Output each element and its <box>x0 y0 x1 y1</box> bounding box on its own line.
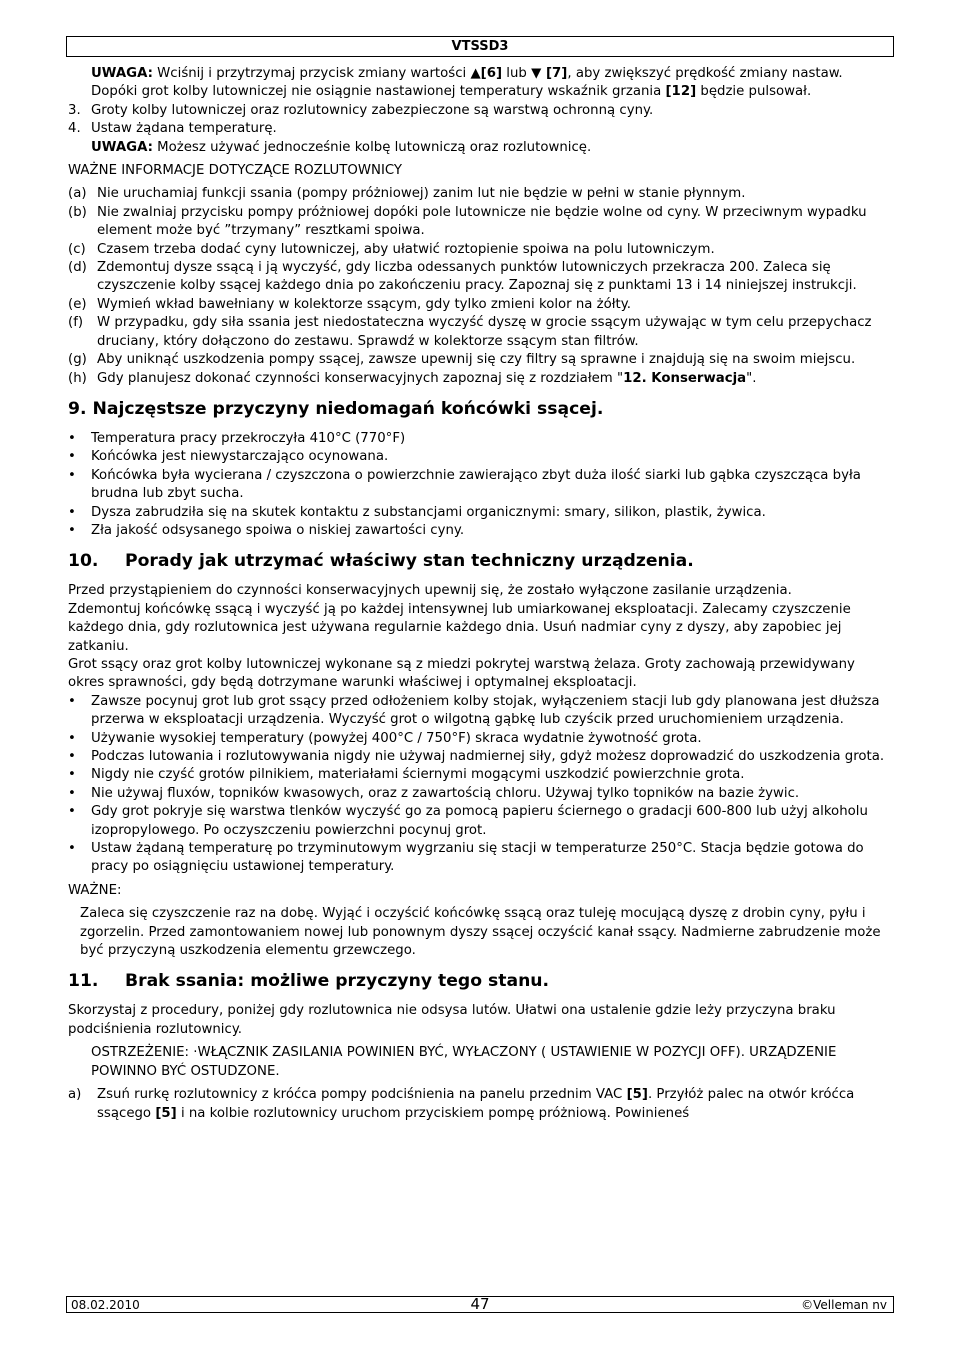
important-text: Zaleca się czyszczenie raz na dobę. Wyjąć i oczyścić końcówkę ssącą oraz tuleję mocującą dyszę z drobin cyny, pyłu i zgorzelin. Przed zamontowaniem nowej lub ponownym dyszy ssącej oczyścić kanał ssący. Nadmierne zabrudzenie może być przyczyną uszkodzenia elementu grzewczego. <box>80 906 881 959</box>
important-label: WAŻNE: <box>68 882 122 898</box>
list-item: • Ustaw żądaną temperaturę po trzyminutowym wygrzaniu się stacji w temperaturze 250°C. Stacja będzie gotowa do pracy po osiągnięciu ustawionej temperatury. <box>68 840 888 877</box>
paragraph: Przed przystąpieniem do czynności konserwacyjnych upewnij się, że zostało wyłączone zasilanie urządzenia. <box>68 583 792 599</box>
list-item: (f) W przypadku, gdy siła ssania jest niedostateczna wyczyść dyszę w grocie ssącym używając w tym celu przepychacz druciany, który dołączono do zestawu. Sprawdź w kolektorze ssącym stan filtrów. <box>68 315 872 349</box>
list-item: 4. Ustaw żądana temperaturę. <box>68 121 277 137</box>
bullet-icon: • <box>68 504 76 520</box>
header-title: VTSSD3 <box>451 39 509 54</box>
section-9-bullets <box>68 430 888 540</box>
page-number: 47 <box>470 1295 490 1313</box>
note-label: UWAGA: <box>91 66 153 81</box>
warning-text: OSTRZEŻENIE: ·WŁĄCZNIK ZASILANIA POWINIEN BYĆ, WYŁACZONY ( USTAWIENIE W POZYCJI OFF). URZĄDZENIE POWINNO BYĆ OSTUDZONE. <box>91 1045 837 1079</box>
bullet-icon: • <box>68 522 76 538</box>
list-item: • Temperatura pracy przekroczyła 410°C (770°F) <box>68 430 888 448</box>
bullet-icon: • <box>68 430 76 446</box>
list-item: • Końcówka była wycierana / czyszczona o powierzchnie zawierająco zbyt duża ilość siarki lub gąbka czyszcząca była brudna lub zbyt sucha. <box>68 467 888 504</box>
document-footer <box>66 1296 894 1313</box>
bullet-icon: • <box>68 841 76 857</box>
list-item: • Gdy grot pokryje się warstwa tlenków wyczyść go za pomocą papieru ściernego o gradacji 600-800 lub użyj alkoholu izopropylowego. Po oczyszczeniu powierzchni pocynuj grot. <box>68 803 888 840</box>
note-simultaneous: UWAGA: Możesz używać jednocześnie kolbę lutowniczą oraz rozlutownicę. <box>91 139 592 155</box>
document-header <box>66 36 894 57</box>
bullet-icon: • <box>68 449 76 465</box>
list-item: • Dysza zabrudziła się na skutek kontaktu z substancjami organicznymi: smary, silikon, plastik, żywica. <box>68 504 888 522</box>
bullet-icon: • <box>68 693 76 709</box>
list-item: • Nie używaj fluxów, topników kwasowych, oraz z zawartością chloru. Używaj tylko topników na bazie żywic. <box>68 785 888 803</box>
list-item: • Zawsze pocynuj grot lub grot ssący przed odłożeniem kolby stojak, wyłączeniem stacji lub gdy planowana jest dłuższa przerwa w eksploatacji urządzenia. Wyczyść grot o wilgotną gąbkę lub czyścik przed uruchomieniem urządzenia. <box>68 693 888 730</box>
list-item: • Nigdy nie czyść grotów pilnikiem, materiałami ściernymi mogącymi uszkodzić powierzchnie grota. <box>68 766 888 784</box>
bullet-icon: • <box>68 804 76 820</box>
footer-date: 08.02.2010 <box>71 1298 140 1312</box>
note-speed: UWAGA: Wciśnij i przytrzymaj przycisk zmiany wartości ▲[6] lub ▼ [7], aby zwiększyć prędkość zmiany nastaw. Dopóki grot kolby lutowniczej nie osiągnie nastawionej temperatury wskaźnik grzania [12] będzie pulsował. <box>91 66 843 100</box>
list-item: • Używanie wysokiej temperatury (powyżej 400°C / 750°F) skraca wydatnie żywotność grota. <box>68 730 888 748</box>
list-item: (g) Aby uniknąć uszkodzenia pompy ssącej, zawsze upewnij się czy filtry są sprawne i znajdują się na swoim miejscu. <box>68 352 856 368</box>
paragraph: Zdemontuj końcówkę ssącą i wyczyść ją po każdej intensywnej lub umiarkowanej eksploatacji. Zalecamy czyszczenie każdego dnia, gdy rozlutownica jest używana regularnie każdego dnia. Usuń nadmiar cyny z dyszy, aby zapobiec jej zatkaniu. <box>68 601 851 654</box>
section-11-heading: 11. Brak ssania: możliwe przyczyny tego stanu. <box>68 971 550 992</box>
bullet-icon: • <box>68 767 76 783</box>
paragraph: Grot ssący oraz grot kolby lutowniczej wykonane są z miedzi pokrytej warstwą żelaza. Groty zachowają przewidywany okres sprawności, gdy będą dotrzymane warunki właściwej i optymalnej eksploatacji. <box>68 656 855 691</box>
section-10-heading: 10. Porady jak utrzymać właściwy stan techniczny urządzenia. <box>68 551 694 572</box>
section-reference: 12. Konserwacja <box>623 370 747 386</box>
list-item: • Zła jakość odsysanego spoiwa o niskiej zawartości cyny. <box>68 522 888 540</box>
list-item: (c) Czasem trzeba dodać cyny lutowniczej, aby ułatwić roztopienie spoiwa na polu lutowniczym. <box>68 241 715 257</box>
bullet-icon: • <box>68 785 76 801</box>
important-list <box>68 185 888 387</box>
bullet-icon: • <box>68 749 76 764</box>
list-item: (d) Zdemontuj dysze ssącą i ją wyczyść, gdy liczba odessanych punktów lutowniczych przekracza 200. Zaleca się czyszczenie kolby ssącej każdego dnia po zakończeniu pracy. Zapoznaj się z punktami 13 i 14 niniejszej instrukcji. <box>68 260 857 294</box>
list-item: a) Zsuń rurkę rozlutownicy z króćca pompy podciśnienia na panelu przednim VAC [5]. Przyłóż palec na otwór króćca ssącego [5] i na kolbie rozlutownicy uruchom przyciskiem pompę próżniową. Powinieneś <box>68 1087 855 1121</box>
list-item: (a) Nie uruchamiaj funkcji ssania (pompy próżniowej) zanim lut nie będzie w pełni w stanie płynnym. <box>68 186 746 202</box>
list-item: • Końcówka jest niewystarczająco ocynowana. <box>68 448 888 466</box>
bullet-icon: • <box>68 730 76 746</box>
list-item: • Podczas lutowania i rozlutowywania nigdy nie używaj nadmiernej siły, gdyż możesz doprowadzić do uszkodzenia grota. <box>68 748 888 766</box>
list-item: (e) Wymień wkład bawełniany w kolektorze ssącym, gdy tylko zmieni kolor na żółty. <box>68 296 631 312</box>
page-content <box>68 65 888 1123</box>
section-10-bullets <box>68 693 888 877</box>
bullet-icon: • <box>68 467 76 483</box>
paragraph: Skorzystaj z procedury, poniżej gdy rozlutownica nie odsysa lutów. Ułatwi ona ustalenie gdzie leży przyczyna braku podciśnienia rozlutownicy. <box>68 1003 836 1037</box>
section-9-heading: 9. Najczęstsze przyczyny niedomagań końcówki ssącej. <box>68 398 604 419</box>
list-item: (b) Nie zwalniaj przycisku pompy próżniowej dopóki pole lutownicze nie będzie wolne od cyny. W przeciwnym wypadku element może być ”trzymany” resztkami spoiwa. <box>68 204 867 239</box>
list-item: 3. Groty kolby lutowniczej oraz rozlutownicy zabezpieczone są warstwą ochronną cyny. <box>68 102 654 118</box>
list-item: (h) Gdy planujesz dokonać czynności konserwacyjnych zapoznaj się z rozdziałem "12. Konserwacja". <box>68 370 757 386</box>
footer-copyright: ©Velleman nv <box>801 1298 887 1312</box>
important-heading: WAŻNE INFORMACJE DOTYCZĄCE ROZLUTOWNICY <box>68 163 403 179</box>
